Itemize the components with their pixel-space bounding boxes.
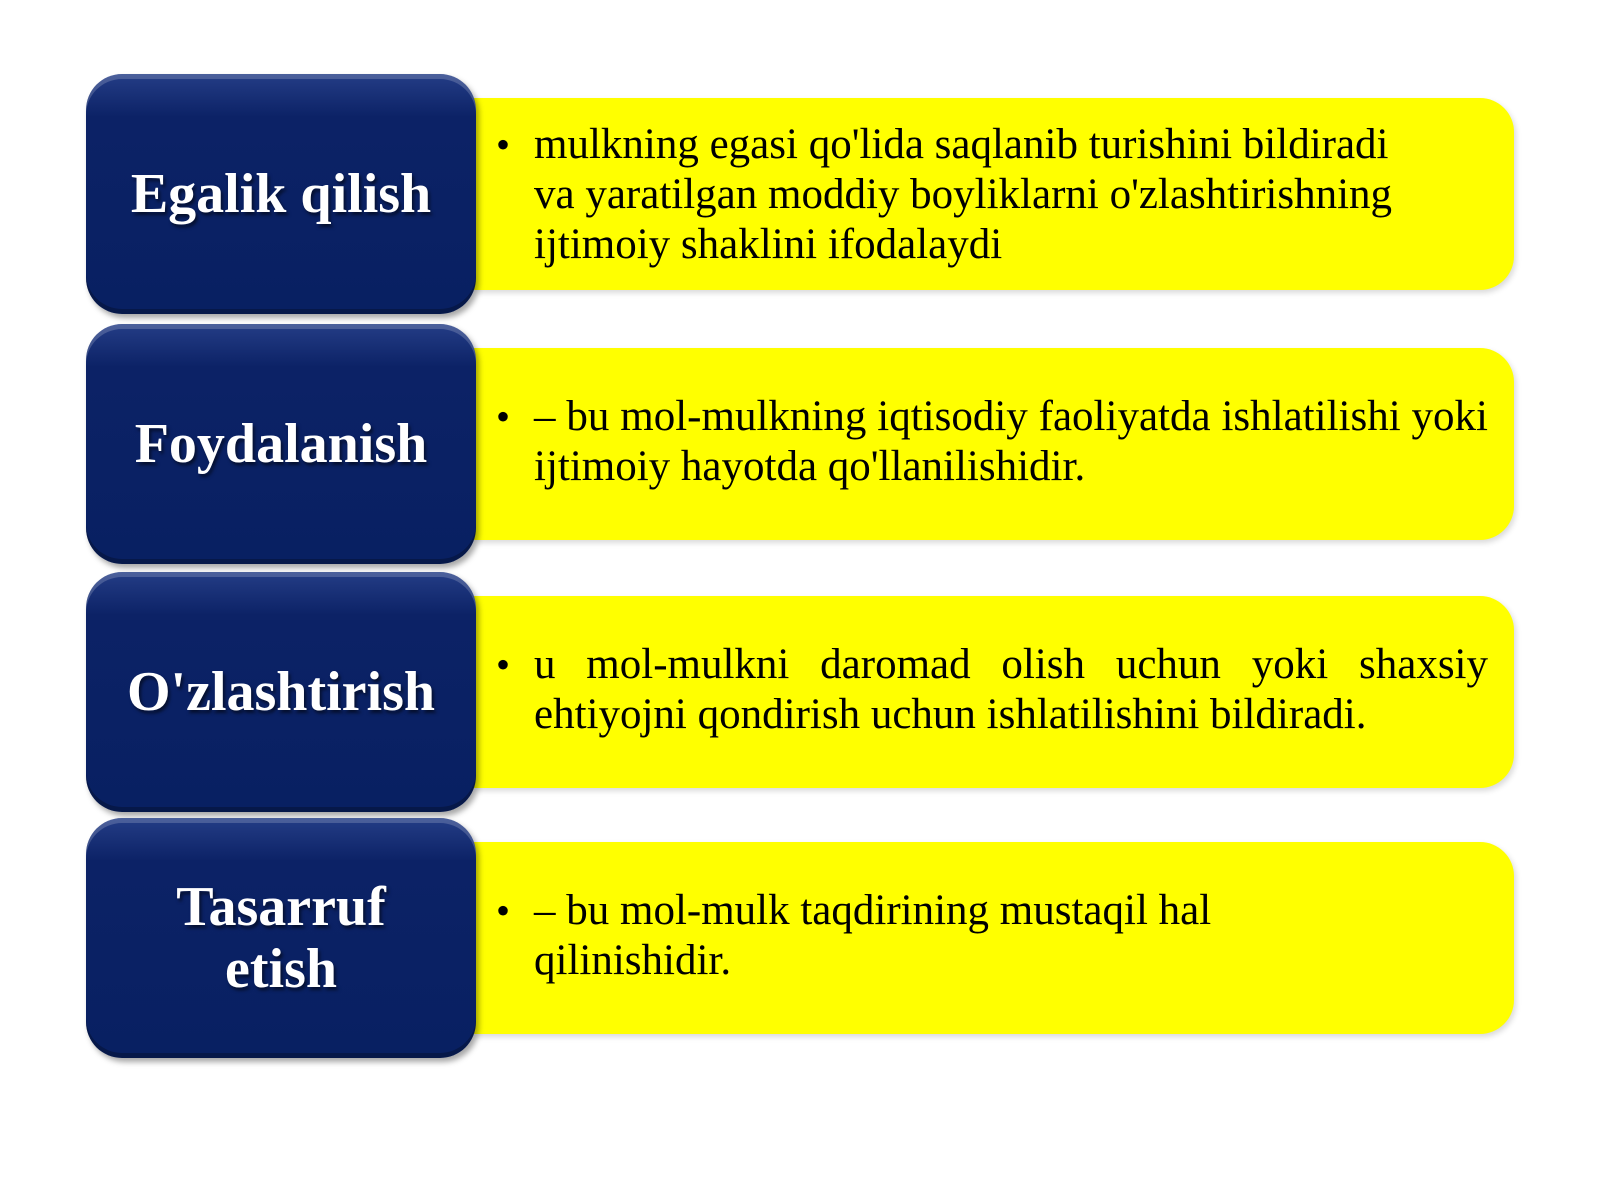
term-box: [86, 324, 476, 564]
definition-text: – bu mol-mulkning iqtisodiy faoliyatda ishlatilishi yoki ijtimoiy hayotda qo'llanilishidir.: [534, 393, 1488, 490]
term-label: Egalik qilish: [130, 163, 432, 225]
definition-text: – bu mol-mulk taqdirining mustaqil hal qilinishidir.: [534, 887, 1212, 984]
bullet: •: [496, 642, 511, 687]
definition-box: [474, 596, 1514, 788]
term-label: O'zlashtirish: [126, 661, 436, 723]
definition-box: [474, 98, 1514, 290]
term-label: Foydalanish: [134, 413, 428, 475]
term-label: Tasarruf etish: [176, 876, 386, 1000]
definition-text: u mol-mulkni daromad olish uchun yoki shaxsiy ehtiyojni qondirish uchun ishlatilishini bildiradi.: [534, 641, 1488, 738]
term-box: [86, 572, 476, 812]
bullet: •: [496, 122, 511, 167]
term-box: [86, 818, 476, 1058]
definition-text: mulkning egasi qo'lida saqlanib turishini bildiradi va yaratilgan moddiy boyliklarni o'zlashtirishning ijtimoiy shaklini ifodalaydi: [534, 121, 1393, 268]
bullet: •: [496, 394, 511, 439]
term-box: [86, 74, 476, 314]
bullet: •: [496, 888, 511, 933]
definition-box: [474, 348, 1514, 540]
definition-box: [474, 842, 1514, 1034]
